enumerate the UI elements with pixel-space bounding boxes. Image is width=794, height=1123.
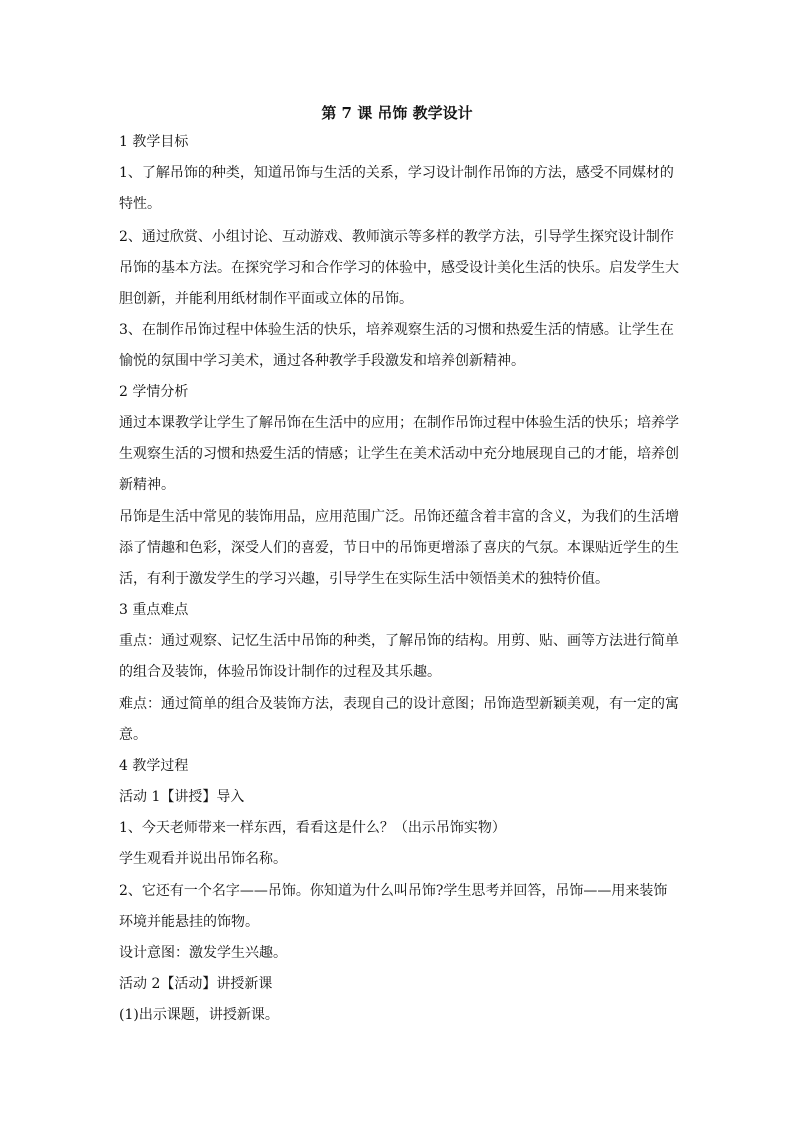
text-line: 设计意图：激发学生兴趣。 [119, 945, 287, 961]
text-line: 3、在制作吊饰过程中体验生活的快乐，培养观察生活的习惯和热爱生活的情感。让学生在 [119, 322, 674, 338]
activity-heading: 活动 2【活动】讲授新课 [119, 976, 273, 992]
text-line: 1、了解吊饰的种类，知道吊饰与生活的关系，学习设计制作吊饰的方法，感受不同媒材的 [119, 165, 674, 181]
text-line: 通过本课教学让学生了解吊饰在生活中的应用；在制作吊饰过程中体验生活的快乐；培养学 [119, 415, 679, 431]
section-heading: 2 学情分析 [119, 384, 189, 400]
text-line: 添了情趣和色彩，深受人们的喜爱，节日中的吊饰更增添了喜庆的气氛。本课贴近学生的生 [119, 540, 679, 556]
text-line: 难点：通过简单的组合及装饰方法，表现自己的设计意图；吊饰造型新颖美观，有一定的寓 [119, 696, 679, 712]
text-line: 重点：通过观察、记忆生活中吊饰的种类，了解吊饰的结构。用剪、贴、画等方法进行简单 [119, 633, 679, 649]
text-line: (1)出示课题，讲授新课。 [119, 1007, 279, 1023]
activity-heading: 活动 1【讲授】导入 [119, 789, 245, 805]
text-line: 愉悦的氛围中学习美术，通过各种教学手段激发和培养创新精神。 [119, 353, 525, 369]
text-line: 1、今天老师带来一样东西，看看这是什么？（出示吊饰实物） [119, 820, 506, 836]
text-line: 胆创新，并能利用纸材制作平面或立体的吊饰。 [119, 291, 413, 307]
section-heading: 1 教学目标 [119, 134, 189, 150]
section-heading: 3 重点难点 [119, 602, 189, 618]
text-line: 特性。 [119, 196, 161, 212]
text-line: 吊饰的基本方法。在探究学习和合作学习的体验中，感受设计美化生活的快乐。启发学生大 [119, 260, 679, 276]
document-title: 第 7 课 吊饰 教学设计 [321, 104, 473, 122]
text-line: 生观察生活的习惯和热爱生活的情感；让学生在美术活动中充分地展现自己的才能，培养创 [119, 446, 679, 462]
section-heading: 4 教学过程 [119, 758, 189, 774]
text-line: 的组合及装饰，体验吊饰设计制作的过程及其乐趣。 [119, 664, 441, 680]
text-line: 活，有利于激发学生的学习兴趣，引导学生在实际生活中领悟美术的独特价值。 [119, 571, 609, 587]
text-line: 吊饰是生活中常见的装饰用品，应用范围广泛。吊饰还蕴含着丰富的含义，为我们的生活增 [119, 509, 679, 525]
text-line: 学生观看并说出吊饰名称。 [119, 851, 287, 867]
text-line: 2、通过欣赏、小组讨论、互动游戏、教师演示等多样的教学方法，引导学生探究设计制作 [119, 229, 674, 245]
text-line: 2、它还有一个名字——吊饰。你知道为什么叫吊饰?学生思考并回答，吊饰——用来装饰 [119, 883, 668, 899]
text-line: 意。 [119, 727, 147, 743]
text-line: 新精神。 [119, 477, 175, 493]
text-line: 环境并能悬挂的饰物。 [119, 914, 259, 930]
